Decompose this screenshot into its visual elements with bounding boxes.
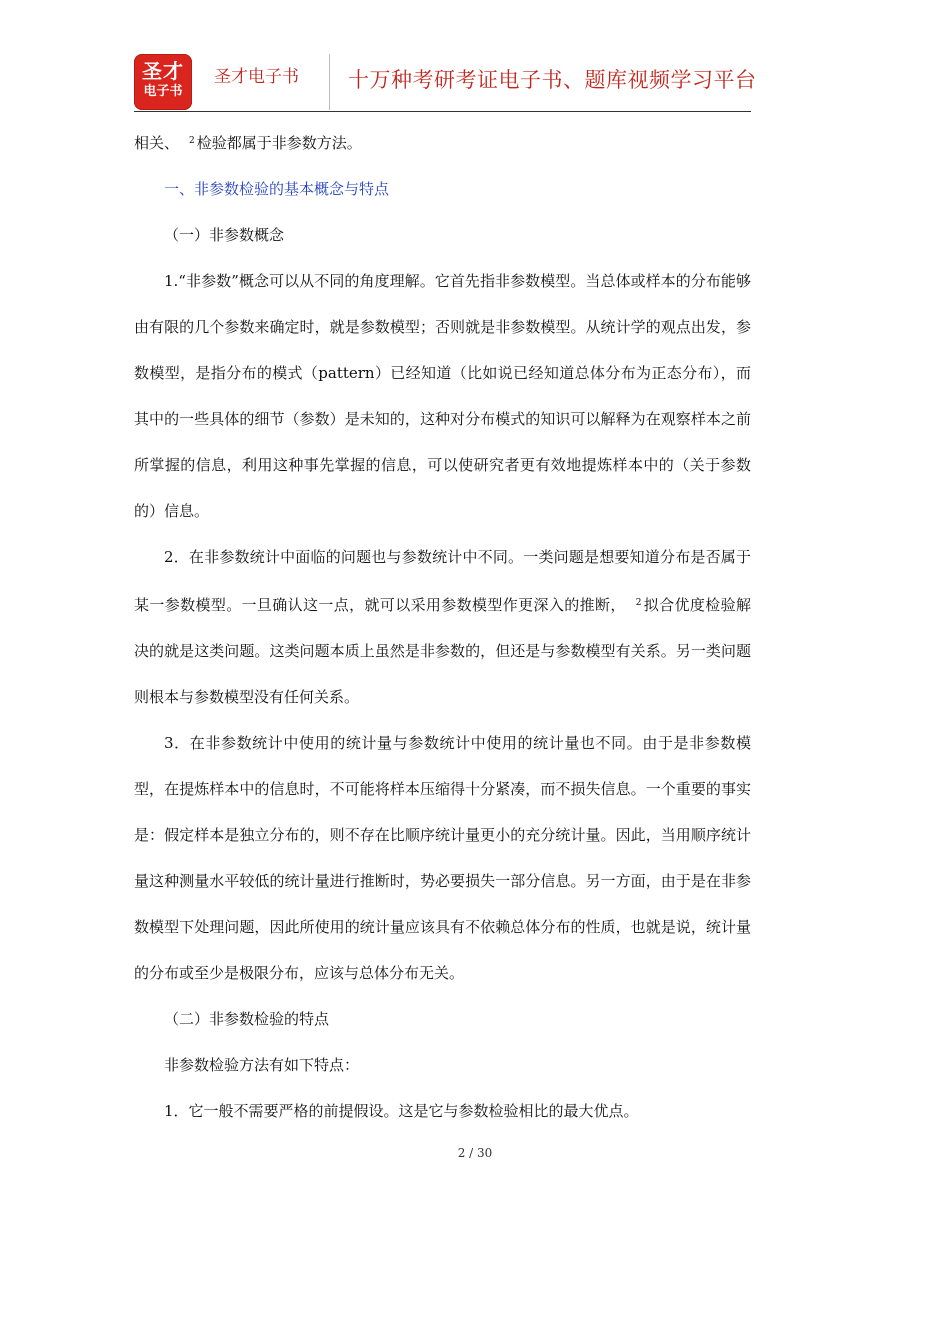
- paragraph-4: 非参数检验方法有如下特点：: [164, 1056, 360, 1074]
- paragraph-1: 1.“非参数”概念可以从不同的角度理解。它首先指非参数模型。当总体或样本的分布能够由有限的几个参数来确定时，就是参数模型；否则就是非参数模型。从统计学的观点出发，参数模型，是指分布的模式（pattern）已经知道（比如说已经知道总体分布为正态分布），而其中的一些具体的细节（参数）是未知的，这种对分布模式的知识可以解释为在观察样本之前所掌握的信息，利用这种事先掌握的信息，可以使研究者更有效地提炼样本中的（关于参数的）信息。: [134, 272, 751, 520]
- intro-text-after: 检验都属于非参数方法。: [196, 134, 362, 152]
- intro-line: [134, 118, 751, 166]
- chi-square-superscript: 2: [189, 136, 195, 146]
- chi-square-superscript: 2: [635, 598, 642, 608]
- document-body: [134, 118, 751, 1134]
- header-divider: [329, 54, 330, 110]
- page-number: 2 / 30: [457, 1146, 493, 1160]
- page-header: [134, 50, 757, 112]
- section-heading: 一、非参数检验的基本概念与特点: [164, 180, 390, 198]
- header-rule: [134, 111, 751, 112]
- intro-text-before: 相关、: [134, 134, 180, 152]
- brand-logo: [134, 54, 192, 110]
- paragraph-3: 3．在非参数统计中使用的统计量与参数统计中使用的统计量也不同。由于是非参数模型，在提炼样本中的信息时，不可能将样本压缩得十分紧凑，而不损失信息。一个重要的事实是：假定样本是独立分布的，则不存在比顺序统计量更小的充分统计量。因此，当用顺序统计量这种测量水平较低的统计量进行推断时，势必要损失一部分信息。另一方面，由于是在非参数模型下处理问题，因此所使用的统计量应该具有不依赖总体分布的性质，也就是说，统计量的分布或至少是极限分布，应该与总体分布无关。: [134, 734, 751, 982]
- paragraph-5: 1．它一般不需要严格的前提假设。这是它与参数检验相比的最大优点。: [164, 1102, 639, 1120]
- subsection-heading-1: （一）非参数概念: [164, 226, 285, 244]
- brand-name: 圣才电子书: [214, 67, 299, 87]
- paragraph-2: [134, 534, 751, 720]
- paragraph-2-text-before: 2．在非参数统计中面临的问题也与参数统计中不同。一类问题是想要知道分布是否属于某一参数模型。一旦确认这一点，就可以采用参数模型作更深入的推断，: [134, 548, 751, 614]
- logo-text-top: 圣才: [142, 59, 184, 83]
- header-slogan: 十万种考研考证电子书、题库视频学习平台: [348, 68, 757, 92]
- logo-text-bottom: 电子书: [143, 84, 183, 99]
- paragraph-2-text-after: 拟合优度检验解决的就是这类问题。这类问题本质上虽然是非参数的，但还是与参数模型有关系。另一类问题则根本与参数模型没有任何关系。: [134, 596, 751, 706]
- subsection-heading-2: （二）非参数检验的特点: [164, 1010, 330, 1028]
